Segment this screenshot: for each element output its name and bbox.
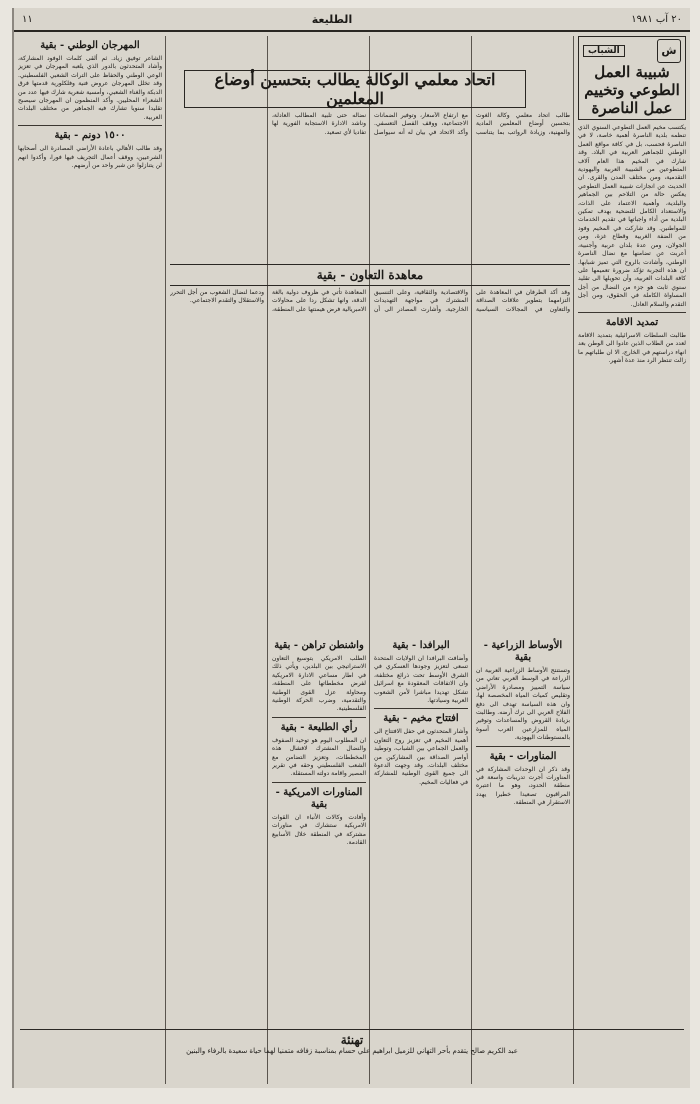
congratulations-box <box>20 1029 684 1082</box>
column-washington <box>272 636 366 1026</box>
washington-article-body: الطلب الامريكي بتوسيع التعاون الاستراتيجي بين البلدين، ويأتي ذلك في اطار مساعي الادارة الامريكية لفرض مخططاتها على المنطقة، ومحاولة عزل القوى الوطنية والتقدمية، وضرب الحركة الوطنية الفلسطينية. <box>272 655 366 713</box>
festival-article-body: الشاعر توفيق زياد. ثم ألقى كلمات الوفود المشاركة، وأشاد المتحدثون بالدور الذي يلعبه المهرجان في تعزيز الوعي الوطني والحفاظ على التراث الشعبي الفلسطيني. وقد تخلل المهرجان عروض فنية وفلكلورية قدمتها فرق الدبكة والغناء الشعبي، وأمسية شعرية شارك فيها عدد من الشعراء المحليين. وأكد المنظمون ان المهرجان سيصبح تقليدا سنويا تشارك فيه الجماهير من مختلف البلدات العربية. <box>18 55 162 121</box>
teachers-union-headline: اتحاد معلمي الوكالة يطالب بتحسين أوضاع المعلمين <box>214 70 496 108</box>
dunams-headline: ١٥٠٠ دونم - بقية <box>54 130 126 142</box>
maneuvers-article-body: وقد ذكر ان الوحدات المشاركة في المناورات أجرت تدريبات واسعة في منطقة الحدود، وهو ما اعتبره المراقبون تصعيدا خطيرا يهدد الاستقرار في المنطقة. <box>476 765 570 807</box>
page-number: ١١ <box>22 13 33 25</box>
congratulations-headline: تهنئة <box>340 1033 364 1047</box>
divider <box>18 125 162 126</box>
newspaper-name: الطليعة <box>311 12 353 26</box>
youth-headline: شبيبة العمل الطوعي وتخييم عمل الناصرة <box>584 63 680 117</box>
divider <box>272 717 366 718</box>
washington-headline: واشنطن تراهن - بقية <box>274 640 364 651</box>
column-rule <box>573 36 574 1084</box>
editorial-article-body: ان المطلوب اليوم هو توحيد الصفوف والنضال المشترك لافشال هذه المخططات، وتعزيز التضامن مع الشعب الفلسطيني وحقه في تقرير المصير واقامة دولته المستقلة. <box>272 736 366 778</box>
column-rule <box>165 36 166 1084</box>
agriculture-article-body: وتستنتج الأوساط الزراعية العربية ان الزراعة في الوسط العربي تعاني من سياسة التمييز ومصادرة الأراضي وتقليص كميات المياه المخصصة لها، وان هذه السياسة تهدف الى دفع الفلاح العربي الى ترك أرضه. وطالبت بزيادة القروض والمساعدات وتوفير المياه للمزارعين العرب أسوة بالمستوطنات اليهودية. <box>476 667 570 742</box>
dunams-article-body: وقد طالب الأهالي باعادة الأراضي المصادرة الى أصحابها الشرعيين، ووقف أعمال التجريف فيها فورا، وأكدوا انهم لن يتنازلوا عن شبر واحد من أرضهم. <box>18 145 162 170</box>
youth-section-box <box>578 36 686 120</box>
editorial-headline: رأي الطليعة - بقية <box>280 721 358 733</box>
divider <box>578 312 686 313</box>
camp-opening-article-body: وأشار المتحدثون في حفل الافتتاح الى أهمية المخيم في تعزيز روح التعاون والعمل الجماعي بين الشباب، وتوطيد أواصر الصداقة بين المشاركين من مختلف البلدات. وقد وجهت الدعوة الى جميع القوى الوطنية للمشاركة في فعاليات المخيم. <box>374 728 468 786</box>
congratulations-text: عبد الكريم صالح يتقدم بأحر التهاني للزميل ابراهيم علي حسام بمناسبة زفافه متمنيا لهما حياة سعيدة بالرفاء والبنين <box>186 1047 518 1055</box>
issue-date: ٢٠ آب ١٩٨١ <box>631 13 682 25</box>
treaty-article-body: وقد أكد الطرفان في المعاهدة على التزامهما بتطوير علاقات الصداقة والتعاون في المجالات السياسية والاقتصادية والثقافية، وعلى التنسيق المشترك في مواجهة التهديدات الخارجية. وأشارت المصادر الى أن المعاهدة تأتي في ظروف دولية بالغة الدقة، وانها تشكل ردا على محاولات الامبريالية فرض هيمنتها على المنطقة، ودعما لنضال الشعوب من أجل التحرر والاستقلال والتقدم الاجتماعي. <box>170 289 570 313</box>
teachers-union-article-body: طالب اتحاد معلمي وكالة الغوث بتحسين أوضاع المعلمين المادية والمهنية، وزيادة الرواتب بما يتناسب مع ارتفاع الأسعار، وتوفير الضمانات الاجتماعية، ووقف الفصل التعسفي. وأكد الاتحاد في بيان له أنه سيواصل نضاله حتى تلبية المطالب العادلة، وناشد الادارة الاستجابة الفورية لها تفاديا لأي تصعيد. <box>272 112 570 136</box>
treaty-headline: معاهدة التعاون - بقية <box>170 264 570 286</box>
camp-opening-headline: افتتاح مخيم - بقية <box>383 713 459 725</box>
maneuvers-headline: المناورات - بقية <box>489 750 557 762</box>
pravda-article-body: وأضافت البرافدا ان الولايات المتحدة تسعى لتعزيز وجودها العسكري في الشرق الأوسط تحت ذرائع مختلفة، وان الاتفاقات المعقودة مع اسرائيل تشكل تهديدا مباشرا لأمن الشعوب العربية وسيادتها. <box>374 655 468 705</box>
column-agriculture <box>476 636 570 1026</box>
us-maneuvers-article-body: وأفادت وكالات الأنباء ان القوات الامريكية ستشارك في مناورات مشتركة في المنطقة خلال الأسابيع القادمة. <box>272 813 366 847</box>
section-label: الشباب <box>583 45 625 57</box>
residency-article-body: طالبت السلطات الاسرائيلية بتمديد الاقامة لعدد من الطلاب الذين عادوا الى الوطن بعد انهاء دراستهم في الخارج، الا ان طلباتهم ما زالت تنتظر الرد منذ عدة أشهر. <box>578 331 686 365</box>
teachers-union-article <box>170 112 570 252</box>
divider <box>272 782 366 783</box>
newspaper-page <box>12 8 690 1088</box>
column-festival <box>18 36 162 1026</box>
us-maneuvers-headline: المناورات الامريكية - بقية <box>275 786 363 810</box>
divider <box>374 708 468 709</box>
section-logo-icon: ش <box>657 39 681 63</box>
treaty-columns <box>170 289 570 619</box>
teachers-union-banner <box>184 70 526 108</box>
residency-headline: تمديد الاقامة <box>605 316 659 328</box>
page-header <box>14 8 690 32</box>
festival-headline: المهرجان الوطني - بقية <box>40 40 140 51</box>
column-pravda <box>374 636 468 1026</box>
agriculture-headline: الأوساط الزراعية - بقية <box>483 640 563 663</box>
column-youth <box>578 36 686 1026</box>
pravda-headline: البرافدا - بقية <box>392 640 450 651</box>
treaty-article <box>170 260 570 630</box>
youth-article-body: يكتسب مخيم العمل التطوعي السنوي الذي تنظمه بلدية الناصرة أهمية خاصة، لا في الناصرة فحسب، بل في كافة مواقع العمل الوطني للجماهير العربية في البلاد. وقد شارك في المخيم هذا العام آلاف المتطوعين من الشبيبة العربية واليهودية التقدمية، ومن مختلف المدن والقرى. ان الحديث عن انجازات شبيبة العمل التطوعي يعكس حالة من التلاحم بين الجماهير والبلدية، وأهمية الاعتماد على الذات، والاستعداد الكامل للتضحية بهدف تمكين البلدية من أداء واجباتها في تقديم الخدمات للمواطنين. وقد شاركت في المخيم وفود من الضفة الغربية وقطاع غزة، ومن الجولان، ومن عدة بلدان عربية وأجنبية، أعربت عن تضامنها مع نضال الناصرة الوطني، وأشادت بالروح التي تميز شبابها. ان هذه التجربة تؤكد ضرورة تعميمها على كافة البلدات العربية، وأن تحويلها الى تقليد سنوي ثابت هو جزء من النضال من أجل المساواة الكاملة في الحقوق، ومن أجل التقدم والسلام العادل. <box>578 124 686 308</box>
divider <box>476 746 570 747</box>
